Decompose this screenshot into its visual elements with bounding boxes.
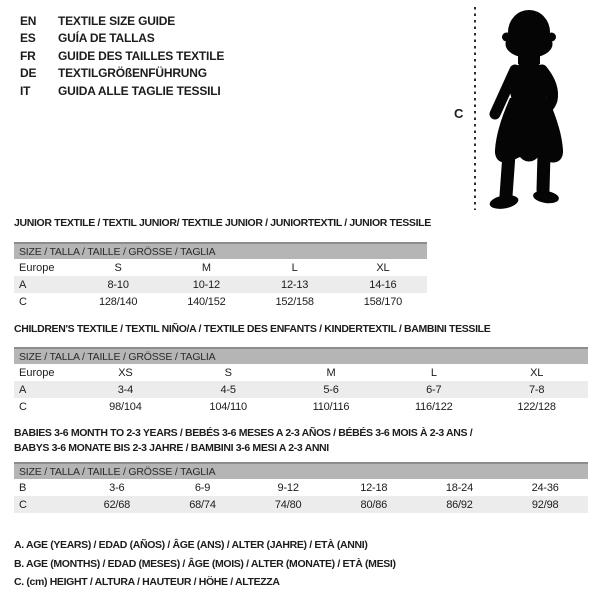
footnote-line: C. (cm) HEIGHT / ALTURA / HAUTEUR / HÖHE / ALTEZZA	[14, 576, 280, 589]
row-label-cell: A	[19, 383, 27, 396]
value-cell: S	[114, 261, 122, 274]
table-row	[14, 293, 427, 310]
value-cell: M	[201, 261, 211, 274]
row-label-cell: A	[19, 278, 27, 291]
table-row	[14, 398, 588, 415]
value-cell: 14-16	[369, 278, 397, 291]
language-code: EN	[20, 14, 37, 28]
value-cell: 3-6	[109, 481, 125, 494]
value-cell: 86/92	[446, 498, 473, 511]
value-cell: 6-7	[426, 383, 442, 396]
row-label-cell: B	[19, 481, 27, 494]
value-cell: 12-13	[281, 278, 309, 291]
size-table	[14, 462, 588, 513]
table-row	[14, 259, 427, 276]
size-header-cell: SIZE / TALLA / TAILLE / GRÖSSE / TAGLIA	[19, 350, 216, 363]
value-cell: 74/80	[274, 498, 302, 511]
table-row	[14, 496, 588, 513]
value-cell: 110/116	[312, 400, 350, 413]
language-code: IT	[20, 83, 31, 98]
value-cell: 152/158	[275, 295, 314, 308]
value-cell: 140/152	[187, 295, 226, 308]
value-cell: XL	[530, 366, 544, 379]
value-cell: 4-5	[220, 383, 236, 396]
language-guide-title: TEXTILE SIZE GUIDE	[58, 14, 176, 28]
table-title: JUNIOR TEXTILE / TEXTIL JUNIOR/ TEXTILE JUNIOR / JUNIORTEXTIL / JUNIOR TESSILE	[14, 217, 431, 229]
height-measure-dotted-line	[474, 7, 476, 210]
value-cell: 122/128	[517, 400, 556, 413]
size-table	[14, 242, 427, 310]
language-code: ES	[20, 31, 36, 46]
value-cell: L	[430, 366, 437, 379]
language-title-list	[20, 13, 224, 100]
value-cell: XS	[118, 366, 133, 379]
language-row	[20, 30, 224, 47]
row-label-cell: C	[19, 295, 27, 308]
size-header-cell: SIZE / TALLA / TAILLE / GRÖSSE / TAGLIA	[19, 465, 216, 478]
table-row	[14, 381, 588, 398]
size-header-row	[14, 348, 588, 364]
value-cell: 9-12	[277, 481, 299, 494]
language-guide-title: GUIDA ALLE TAGLIE TESSILI	[58, 83, 221, 98]
childrens-textile-section	[14, 322, 588, 415]
value-cell: 128/140	[98, 295, 138, 308]
babies-textile-section	[14, 426, 588, 513]
value-cell: 5-6	[323, 383, 339, 396]
baby-figure	[450, 4, 596, 216]
value-cell: 80/86	[360, 498, 388, 511]
row-label-cell: C	[19, 498, 27, 511]
row-label-cell: Europe	[19, 366, 55, 379]
value-cell: 104/110	[209, 400, 247, 413]
value-cell: 98/104	[109, 400, 142, 413]
value-cell: 24-36	[531, 481, 559, 494]
language-row	[20, 65, 224, 82]
value-cell: 158/170	[363, 295, 403, 308]
table-title: BABYS 3-6 MONATE BIS 2-3 JAHRE / BAMBINI 3-6 MESI A 2-3 ANNI	[14, 442, 329, 454]
value-cell: 6-9	[194, 481, 211, 494]
junior-textile-section	[14, 216, 431, 310]
language-guide-title: TEXTILGRÖßENFÜHRUNG	[58, 66, 207, 81]
value-cell: 62/68	[103, 498, 131, 511]
footnotes	[14, 536, 396, 592]
language-guide-title: GUÍA DE TALLAS	[58, 31, 155, 46]
value-cell: 68/74	[189, 498, 216, 511]
value-cell: 12-18	[360, 481, 388, 494]
size-table	[14, 347, 588, 415]
baby-silhouette-icon	[482, 6, 574, 212]
language-row	[20, 48, 224, 65]
value-cell: XL	[376, 261, 390, 274]
height-measure-label: C	[454, 106, 464, 121]
table-row	[14, 364, 588, 381]
value-cell: 18-24	[445, 481, 474, 494]
table-title: BABIES 3-6 MONTH TO 2-3 YEARS / BEBÉS 3-6 MESES A 2-3 AÑOS / BÉBÉS 3-6 MOIS À 2-3 ANS /	[14, 427, 473, 439]
value-cell: 10-12	[192, 278, 220, 291]
size-header-row	[14, 463, 588, 479]
footnote-line: A. AGE (YEARS) / EDAD (AÑOS) / ÂGE (ANS) / ALTER (JAHRE) / ETÀ (ANNI)	[14, 539, 368, 551]
table-row	[14, 479, 588, 496]
value-cell: 92/98	[531, 498, 559, 511]
value-cell: S	[224, 366, 232, 379]
row-label-cell: C	[19, 400, 27, 413]
size-header-cell: SIZE / TALLA / TAILLE / GRÖSSE / TAGLIA	[19, 245, 216, 258]
language-code: DE	[20, 66, 37, 81]
row-label-cell: Europe	[19, 261, 55, 274]
value-cell: 3-4	[117, 383, 134, 396]
value-cell: L	[291, 261, 298, 274]
value-cell: 8-10	[107, 278, 129, 291]
size-header-row	[14, 243, 427, 259]
table-row	[14, 276, 427, 293]
table-title: CHILDREN'S TEXTILE / TEXTIL NIÑO/A / TEXTILE DES ENFANTS / KINDERTEXTIL / BAMBINI TESSILE	[14, 323, 491, 335]
language-row	[20, 13, 224, 30]
value-cell: 116/122	[415, 400, 453, 413]
language-code: FR	[20, 48, 36, 63]
footnote-line: B. AGE (MONTHS) / EDAD (MESES) / ÂGE (MOIS) / ALTER (MONATE) / ETÀ (MESI)	[14, 557, 396, 570]
language-guide-title: GUIDE DES TAILLES TEXTILE	[58, 48, 225, 63]
value-cell: 7-8	[528, 383, 545, 396]
language-row	[20, 83, 224, 100]
value-cell: M	[326, 366, 336, 379]
